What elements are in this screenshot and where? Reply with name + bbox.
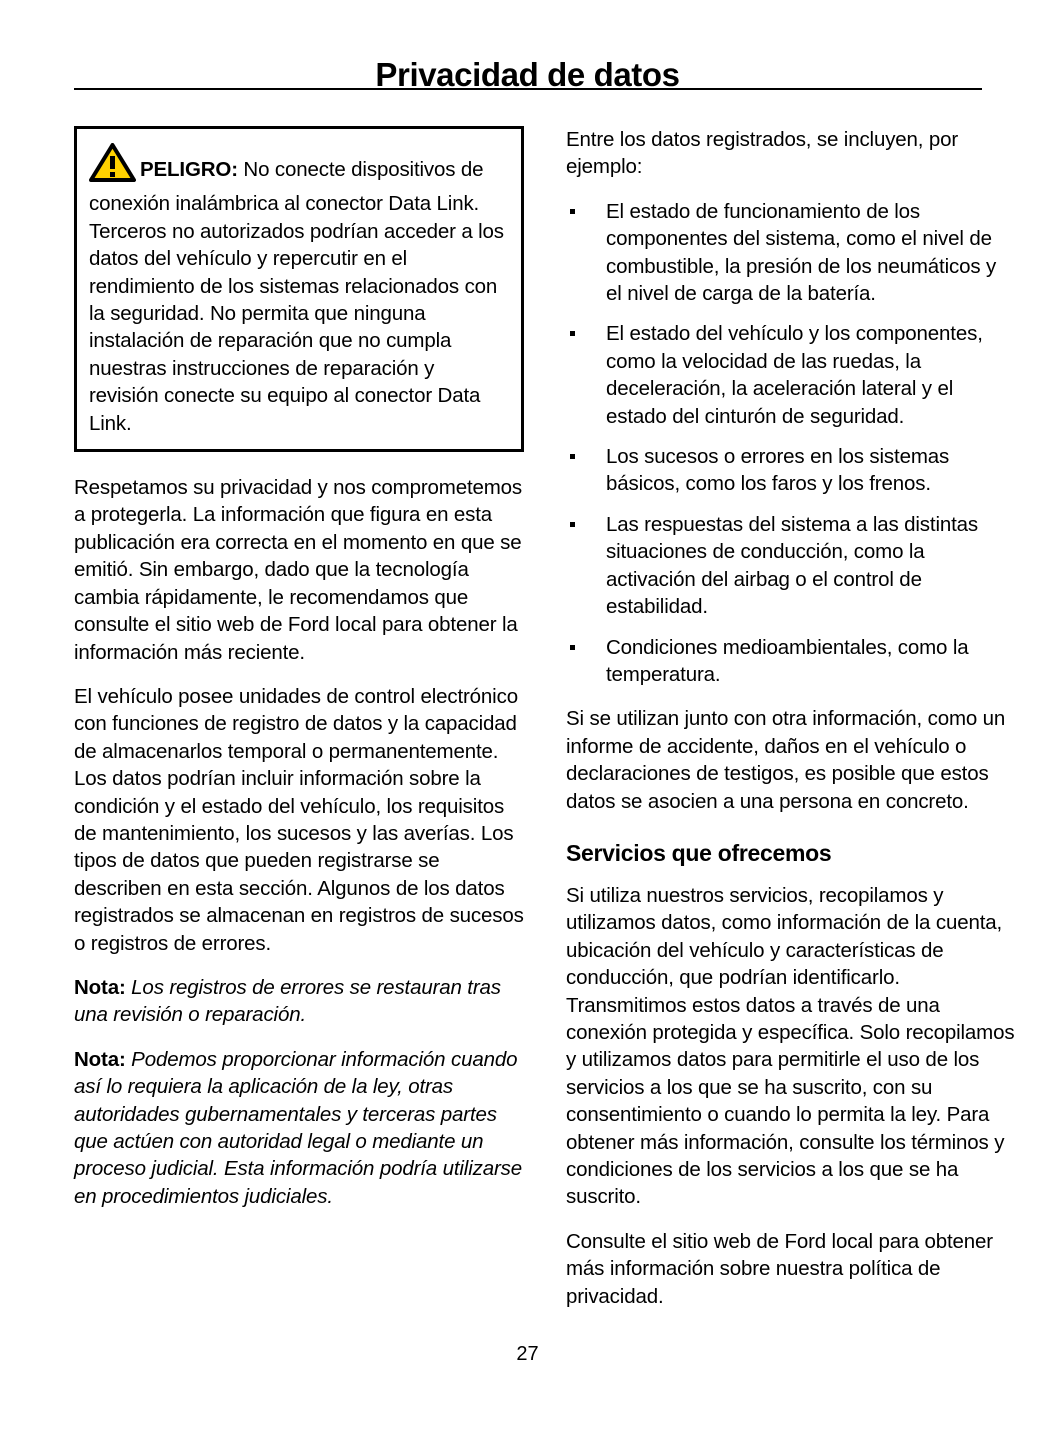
note-error-logs xyxy=(74,974,524,1029)
note-label: Nota: xyxy=(74,1047,126,1071)
bullet-dot-icon xyxy=(570,209,575,214)
page-title: Privacidad de datos xyxy=(375,56,680,94)
bullet-dot-icon xyxy=(570,645,575,650)
list-item xyxy=(566,634,1016,689)
paragraph-recorded-data-intro: Entre los datos registrados, se incluyen, por ejemplo: xyxy=(566,128,959,179)
recorded-data-list xyxy=(566,198,1016,689)
paragraph-data-association: Si se utilizan junto con otra información, como un informe de accidente, daños en el vehículo o declaraciones de testigos, es posible que estos datos se asocien a una persona en concreto. xyxy=(566,707,1006,813)
list-item-label: El estado del vehículo y los componentes, como la velocidad de las ruedas, la deceleración, la aceleración lateral y el estado del cinturón de seguridad. xyxy=(606,322,983,428)
list-item xyxy=(566,320,1016,430)
paragraph-privacy-intro: Respetamos su privacidad y nos comprometemos a protegerla. La información que figura en esta publicación era correcta en el momento en que se emitió. Sin embargo, dado que la tecnología cambia rápidamente, le recomendamos que consulte el sitio web de Ford local para obtener la información más reciente. xyxy=(74,476,523,664)
note-legal-disclosure xyxy=(74,1046,524,1210)
page-number: 27 xyxy=(516,1343,539,1365)
warning-triangle-icon xyxy=(89,143,136,190)
bullet-dot-icon xyxy=(570,331,575,336)
note-label: Nota: xyxy=(74,975,126,999)
bullet-dot-icon xyxy=(570,522,575,527)
list-item xyxy=(566,511,1016,621)
danger-warning-box xyxy=(74,126,524,452)
list-item xyxy=(566,198,1016,308)
note-body: Los registros de errores se restauran tras una revisión o reparación. xyxy=(74,975,501,1027)
list-item-label: El estado de funcionamiento de los componentes del sistema, como el nivel de combustible, la presión de los neumáticos y el nivel de carga de la batería. xyxy=(606,199,997,306)
paragraph-services-data: Si utiliza nuestros servicios, recopilamos y utilizamos datos, como información de la cuenta, ubicación del vehículo y características de conducción, que podrían identificarlo. Transmitimos estos datos a través de una conexión protegida y específica. Solo recopilamos y utilizamos datos para permitirle el uso de los servicios a los que se ha suscrito, con su consentimiento o cuando lo permita la ley. Para obtener más información, consulte los términos y condiciones de los servicios a los que se ha suscrito. xyxy=(566,883,1015,1209)
warning-body-text: No conecte dispositivos de conexión inalámbrica al conector Data Link. Terceros no autorizados podrían acceder a los datos del vehículo y repercutir en el rendimiento de los sistemas relacionados con la seguridad. No permita que ninguna instalación de reparación que no cumpla nuestras instrucciones de reparación y revisión conecte su equipo al conector Data Link. xyxy=(89,158,504,435)
left-column xyxy=(74,126,524,1227)
paragraph-ecu-data: El vehículo posee unidades de control electrónico con funciones de registro de datos y la capacidad de almacenarlos temporal o permanentemente. Los datos podrían incluir información sobre la condición y el estado del vehículo, los requisitos de mantenimiento, los sucesos y las averías. Los tipos de datos que pueden registrarse se describen en esta sección. Algunos de los datos registrados se almacenan en registros de sucesos o registros de errores. xyxy=(74,684,524,955)
title-divider xyxy=(74,88,982,90)
bullet-dot-icon xyxy=(570,454,575,459)
list-item-label: Condiciones medioambientales, como la temperatura. xyxy=(606,635,969,686)
warning-paragraph xyxy=(89,143,509,437)
list-item-label: Los sucesos o errores en los sistemas básicos, como los faros y los frenos. xyxy=(606,445,950,496)
list-item-label: Las respuestas del sistema a las distintas situaciones de conducción, como la activación del airbag o el control de estabilidad. xyxy=(606,512,978,619)
note-body: Podemos proporcionar información cuando así lo requiera la aplicación de la ley, otras autoridades gubernamentales y terceras partes que actúen con autoridad legal o mediante un proceso judicial. Esta información podría utilizarse en procedimientos judiciales. xyxy=(74,1047,522,1208)
paragraph-privacy-policy-link: Consulte el sitio web de Ford local para obtener más información sobre nuestra política de privacidad. xyxy=(566,1229,993,1308)
right-column xyxy=(566,126,1016,1310)
section-heading-services: Servicios que ofrecemos xyxy=(566,839,832,866)
list-item xyxy=(566,443,1016,498)
warning-label: PELIGRO: xyxy=(140,158,238,181)
